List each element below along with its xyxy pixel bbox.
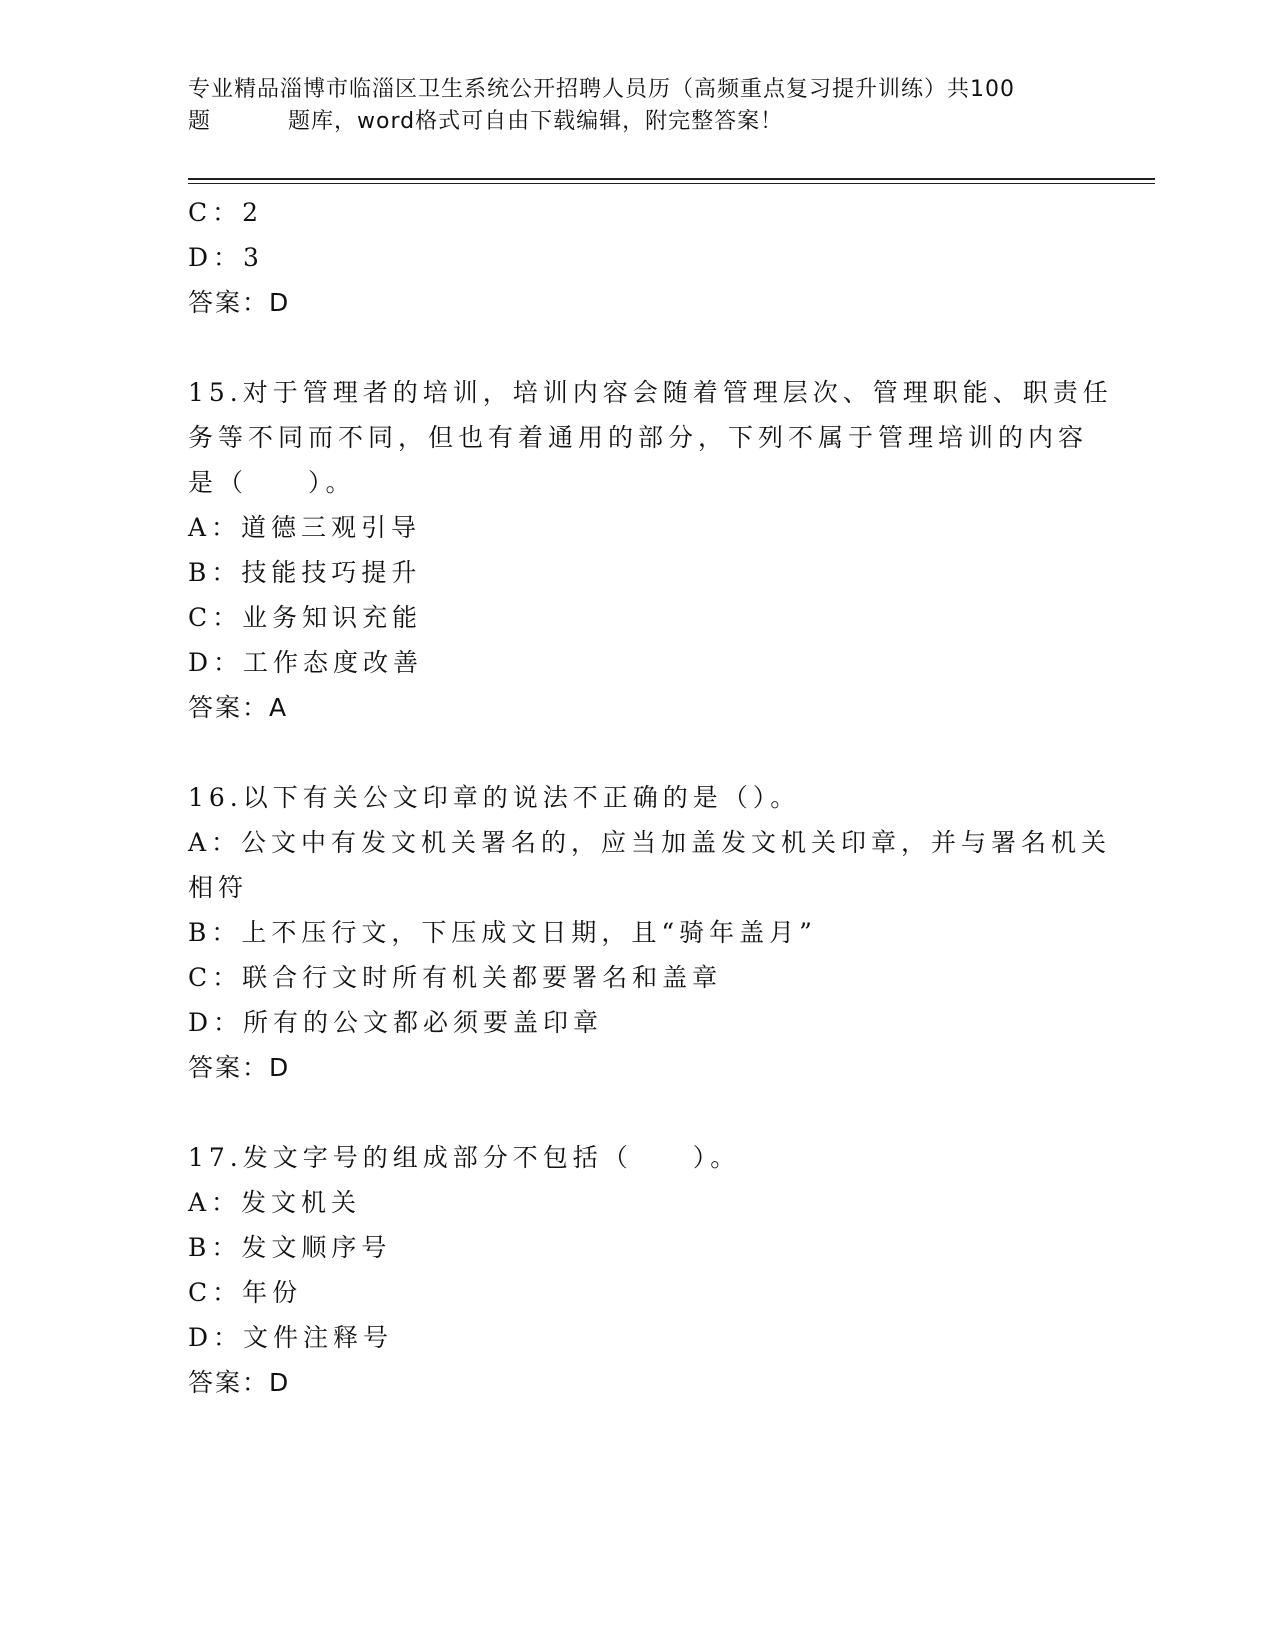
question-stem-line: 是（ ）。 xyxy=(188,468,356,497)
question-stem-line: 务等不同而不同，但也有着通用的部分，下列不属于管理培训的内容 xyxy=(188,423,1089,452)
header-title-line2-lead: 题 xyxy=(188,109,212,134)
answer-line: 答案：A xyxy=(188,693,289,722)
option-d: D：工作态度改善 xyxy=(188,648,424,677)
option-a: A：道德三观引导 xyxy=(188,513,422,542)
header-divider-thick xyxy=(188,178,1155,180)
option-c: C：联合行文时所有机关都要署名和盖章 xyxy=(188,963,723,992)
option-a: A：发文机关 xyxy=(188,1188,362,1217)
header-title-line1: 专业精品淄博市临淄区卫生系统公开招聘人员历（高频重点复习提升训练）共100 xyxy=(188,77,1015,102)
question-stem-line: 17.发文字号的组成部分不包括（ ）。 xyxy=(188,1143,741,1172)
question-list xyxy=(188,190,1113,1405)
option-a-continuation: 相符 xyxy=(188,873,249,902)
option-c: C：业务知识充能 xyxy=(188,603,423,632)
option-c: C：年份 xyxy=(188,1278,303,1307)
spacer xyxy=(188,325,1088,370)
header-title-line2 xyxy=(188,106,1088,138)
question-15 xyxy=(188,370,1113,730)
option-b: B：发文顺序号 xyxy=(188,1233,392,1262)
option-b: B：技能技巧提升 xyxy=(188,558,422,587)
option-d: D：文件注释号 xyxy=(188,1323,394,1352)
question-17 xyxy=(188,1135,1088,1405)
spacer xyxy=(188,730,1088,775)
question-stem-line: 15.对于管理者的培训，培训内容会随着管理层次、管理职能、职责任 xyxy=(188,378,1113,407)
option-d: D：3 xyxy=(188,243,264,272)
header-divider-thin xyxy=(188,183,1155,184)
answer-line: 答案：D xyxy=(188,1053,291,1082)
page-header xyxy=(188,74,1088,138)
answer-line: 答案：D xyxy=(188,288,291,317)
option-c: C：2 xyxy=(188,198,264,227)
option-d: D：所有的公文都必须要盖印章 xyxy=(188,1008,604,1037)
header-title-line2-rest: 题库，word格式可自由下载编辑，附完整答案！ xyxy=(288,109,784,134)
question-14-tail xyxy=(188,190,1088,325)
answer-line: 答案：D xyxy=(188,1368,291,1397)
option-b: B：上不压行文，下压成文日期，且“骑年盖月” xyxy=(188,918,817,947)
option-a: A：公文中有发文机关署名的，应当加盖发文机关印章，并与署名机关 xyxy=(188,828,1112,857)
question-16 xyxy=(188,775,1112,1090)
spacer xyxy=(188,1090,1088,1135)
question-stem-line: 16.以下有关公文印章的说法不正确的是（）。 xyxy=(188,783,801,812)
